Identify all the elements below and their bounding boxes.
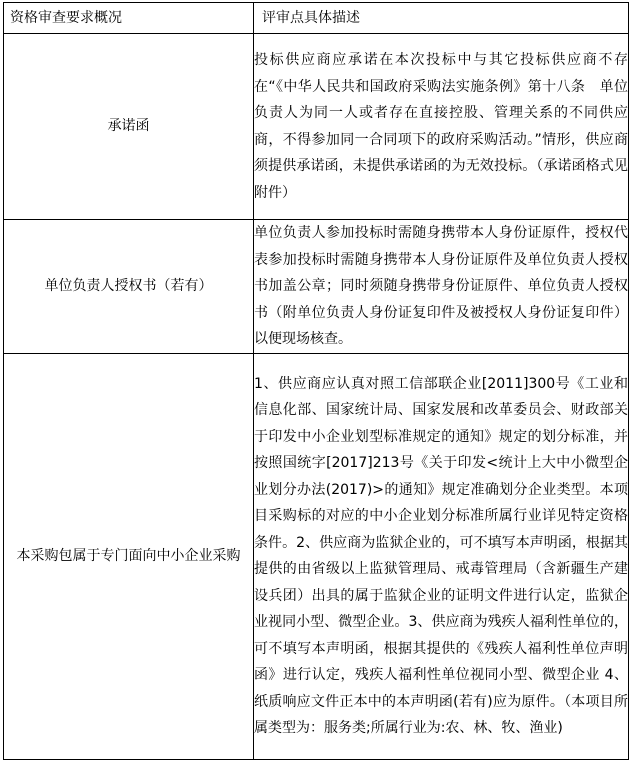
description-sme-procurement: 1、供应商应认真对照工信部联企业[2011]300号《工业和信息化部、国家统计局、国家发展和改革委员会、财政部关于印发中小企业划型标准规定的通知》规定的划分标准，并按照国统字[2017]213号《关于印发<统计上大中小微型企业划分办法(2017)>的通知》规定准确划分企业类型。本项目采购标的对应的中小企业划分标准所属行业详见特定资格条件。2、供应商为监狱企业的，可不填写本声明函，根据其提供的由省级以上监狱管理局、戒毒管理局（含新疆生产建设兵团）出具的属于监狱企业的证明文件进行认定，监狱企业视同小型、微型企业。3、供应商为残疾人福利性单位的，可不填写本声明函，根据其提供的《残疾人福利性单位声明函》进行认定，残疾人福利性单位视同小型、微型企业 4、纸质响应文件正本中的本声明函(若有)应为原件。（本项目所属类型为：服务类;所属行业为:农、林、牧、渔业) [254, 353, 629, 759]
table-header-row [4, 3, 629, 34]
description-authorization-letter: 单位负责人参加投标时需随身携带本人身份证原件，授权代表参加投标时需随身携带本人身份证原件及单位负责人授权书加盖公章；同时须随身携带身份证原件、单位负责人授权书（附单位负责人身份证复印件及被授权人身份证复印件）以便现场核查。 [254, 220, 629, 354]
table-row [4, 353, 629, 759]
qualification-review-table [3, 2, 629, 760]
header-requirement-overview: 资格审查要求概况 [4, 3, 254, 34]
requirement-authorization-letter: 单位负责人授权书（若有） [4, 220, 254, 354]
table-row [4, 34, 629, 220]
description-commitment-letter: 投标供应商应承诺在本次投标中与其它投标供应商不存在“《中华人民共和国政府采购法实施条例》第十八条 单位负责人为同一人或者存在直接控股、管理关系的不同供应商，不得参加同一合同项下的政府采购活动。”情形，供应商须提供承诺函，未提供承诺函的为无效投标。（承诺函格式见附件） [254, 34, 629, 220]
table-row [4, 220, 629, 354]
requirement-sme-procurement: 本采购包属于专门面向中小企业采购 [4, 353, 254, 759]
header-review-point-description: 评审点具体描述 [254, 3, 629, 34]
requirement-commitment-letter: 承诺函 [4, 34, 254, 220]
